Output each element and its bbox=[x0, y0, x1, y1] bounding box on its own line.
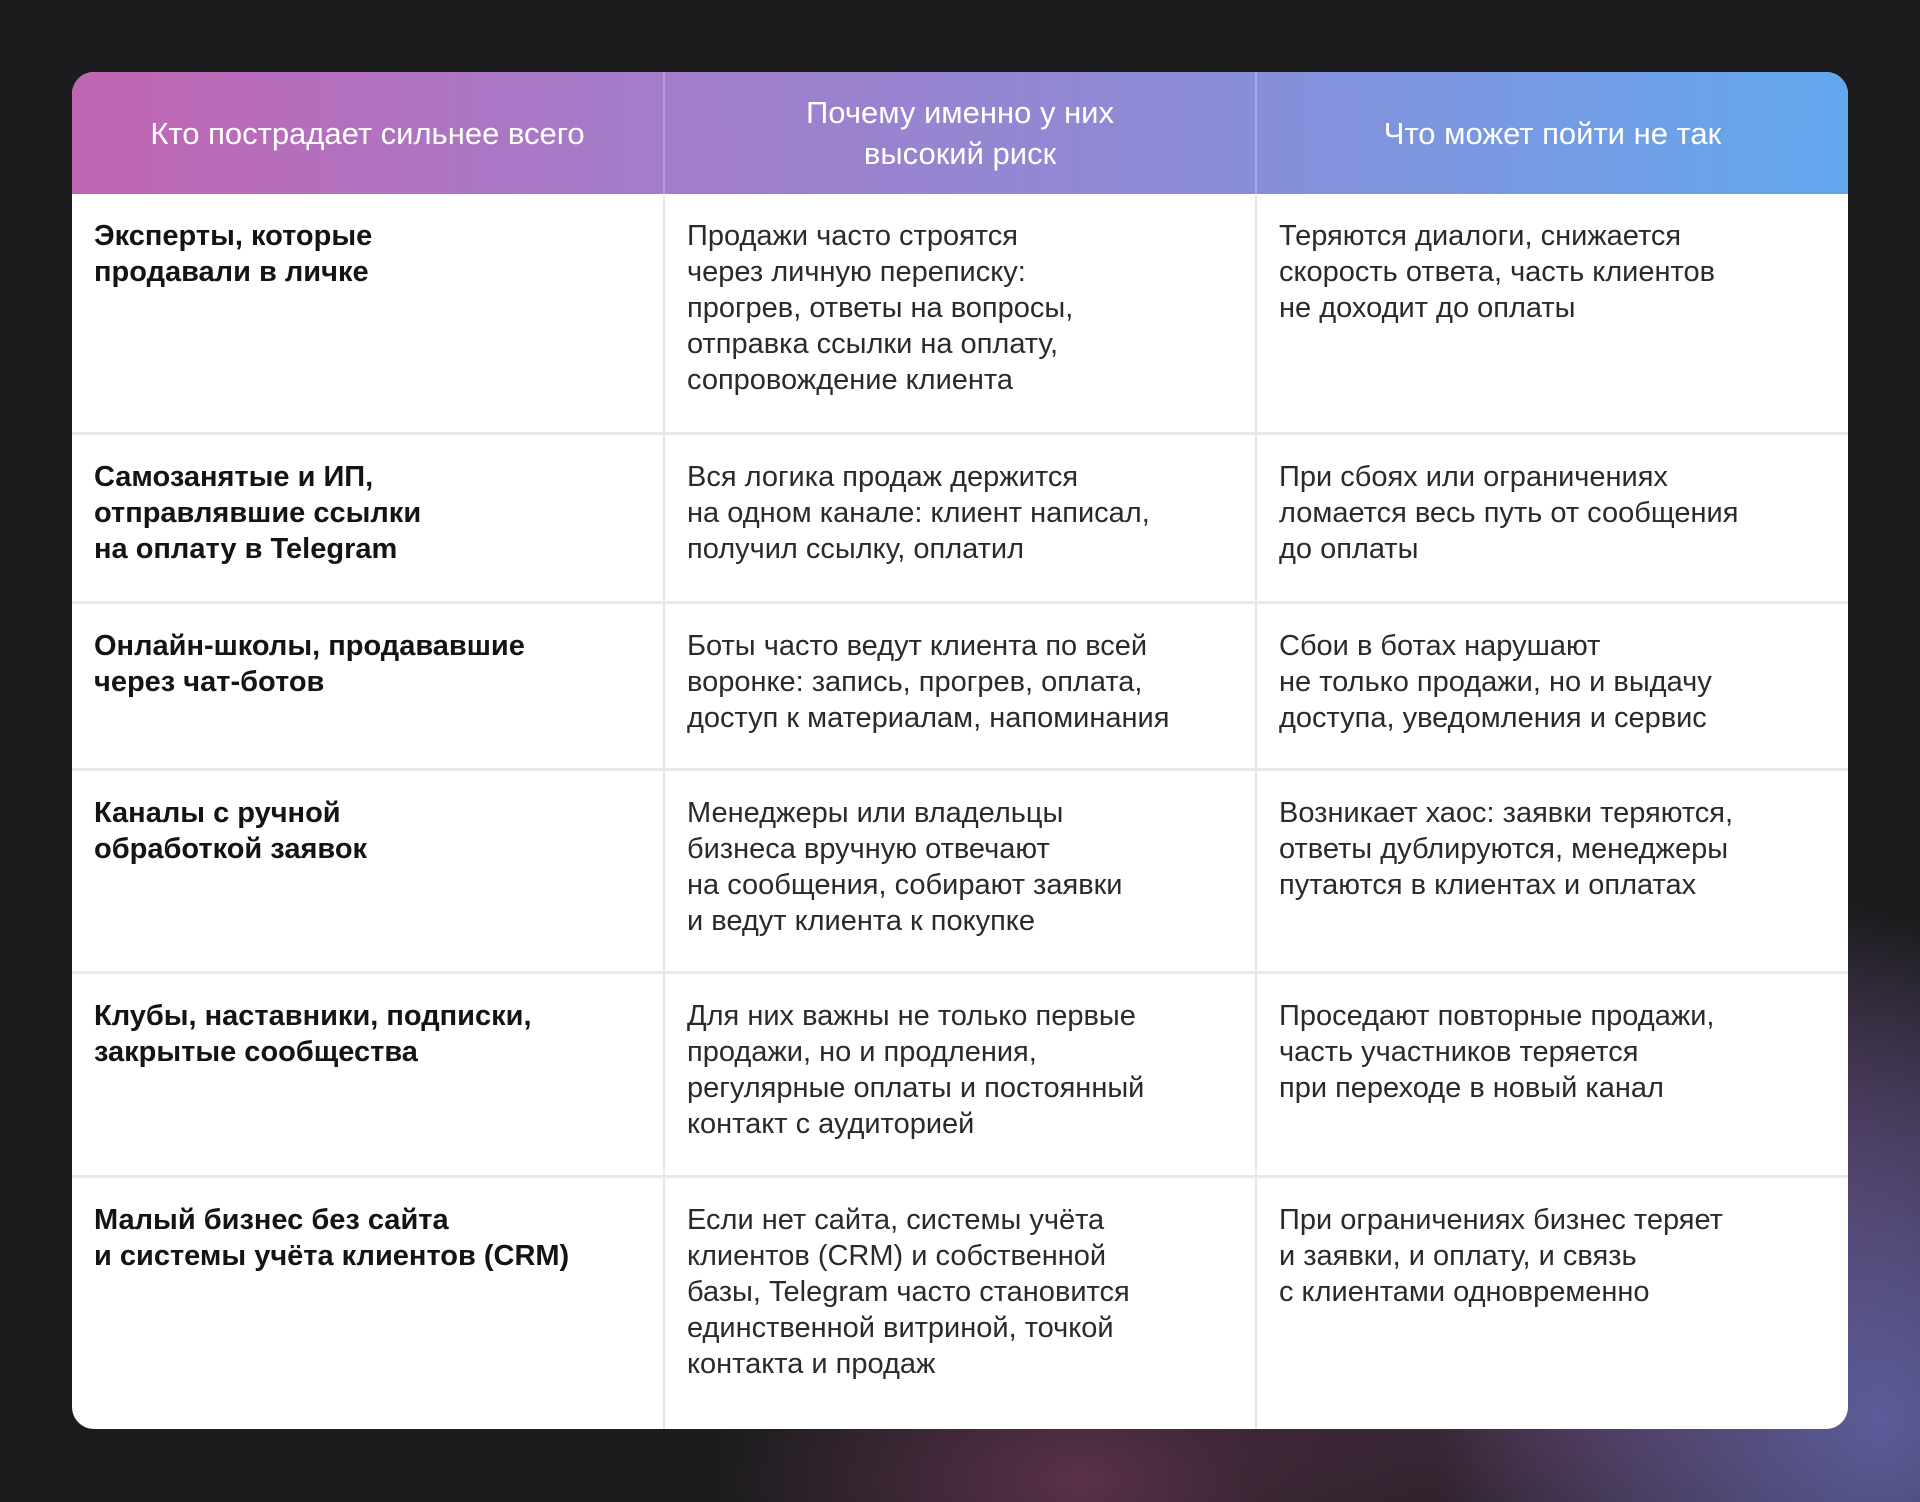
cell-why: Вся логика продаж держится на одном канале: клиент написал, получил ссылку, оплатил bbox=[664, 433, 1256, 602]
table-body bbox=[72, 194, 1848, 1429]
cell-why: Для них важны не только первые продажи, но и продления, регулярные оплаты и постоянный контакт с аудиторией bbox=[664, 972, 1256, 1176]
cell-risk: Теряются диалоги, снижается скорость ответа, часть клиентов не доходит до оплаты bbox=[1256, 194, 1848, 433]
cell-why: Продажи часто строятся через личную переписку: прогрев, ответы на вопросы, отправка ссылки на оплату, сопровождение клиента bbox=[664, 194, 1256, 433]
header-why: Почему именно у них высокий риск bbox=[664, 72, 1256, 194]
risk-table bbox=[72, 72, 1848, 1429]
cell-risk: Проседают повторные продажи, часть участников теряется при переходе в новый канал bbox=[1256, 972, 1848, 1176]
cell-why: Если нет сайта, системы учёта клиентов (CRM) и собственной базы, Telegram часто становится единственной витриной, точкой контакта и продаж bbox=[664, 1176, 1256, 1429]
cell-who: Клубы, наставники, подписки, закрытые сообщества bbox=[72, 972, 664, 1176]
cell-risk: Возникает хаос: заявки теряются, ответы дублируются, менеджеры путаются в клиентах и оплатах bbox=[1256, 769, 1848, 972]
header-risk: Что может пойти не так bbox=[1256, 72, 1848, 194]
risk-table-card bbox=[72, 72, 1848, 1429]
cell-who: Эксперты, которые продавали в личке bbox=[94, 220, 373, 288]
table-row bbox=[72, 769, 1848, 972]
header-row bbox=[72, 72, 1848, 194]
cell-risk: Сбои в ботах нарушают не только продажи, но и выдачу доступа, уведомления и сервис bbox=[1256, 602, 1848, 769]
cell-risk: При ограничениях бизнес теряет и заявки, и оплату, и связь с клиентами одновременно bbox=[1256, 1176, 1848, 1429]
cell-who: Малый бизнес без сайта и системы учёта клиентов (CRM) bbox=[72, 1176, 664, 1429]
cell-risk: При сбоях или ограничениях ломается весь путь от сообщения до оплаты bbox=[1256, 433, 1848, 602]
table-row bbox=[72, 433, 1848, 602]
cell-who: Самозанятые и ИП, отправлявшие ссылки на оплату в Telegram bbox=[72, 433, 664, 602]
table-row bbox=[72, 972, 1848, 1176]
cell-why: Боты часто ведут клиента по всей воронке: запись, прогрев, оплата, доступ к материалам, напоминания bbox=[664, 602, 1256, 769]
table-header bbox=[72, 72, 1848, 194]
table-row bbox=[72, 1176, 1848, 1429]
cell-who: Каналы с ручной обработкой заявок bbox=[72, 769, 664, 972]
cell-who: Онлайн-школы, продававшие через чат-ботов bbox=[72, 602, 664, 769]
table-row bbox=[72, 602, 1848, 769]
cell-why: Менеджеры или владельцы бизнеса вручную отвечают на сообщения, собирают заявки и ведут клиента к покупке bbox=[664, 769, 1256, 972]
header-who: Кто пострадает сильнее всего bbox=[150, 115, 585, 151]
table-row bbox=[72, 194, 1848, 433]
